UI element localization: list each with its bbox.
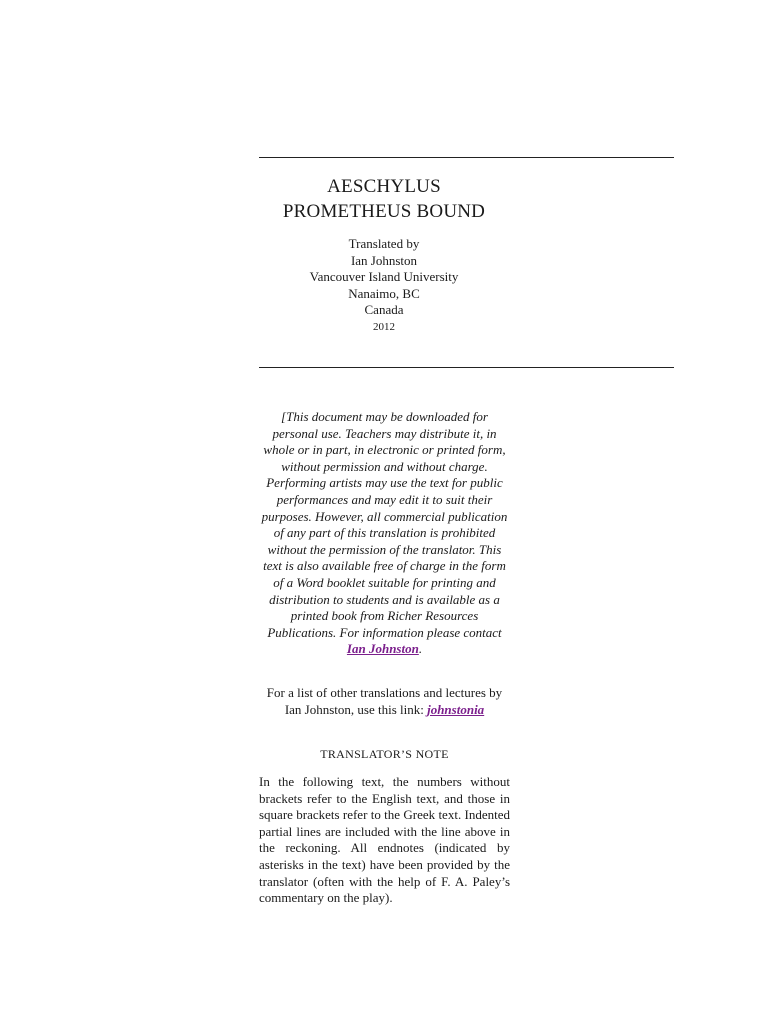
johnstonia-link[interactable]: johnstonia xyxy=(427,701,485,717)
city-name: Nanaimo, BC xyxy=(348,285,420,301)
translated-by-label: Translated by xyxy=(348,236,420,251)
translator-name: Ian Johnston xyxy=(350,252,418,268)
play-title: PROMETHEUS BOUND xyxy=(282,201,486,222)
usage-notice-text: [This document may be downloaded for personal use. Teachers may distribute it, in whole or in part, in electronic or printed form, without permission and without charge. Performing artists may use the text for public performances and may edit it to suit their purposes. However, all commercial publication of any part of this translation is prohibited without the permission of the translator. This text is also available free of charge in the form of a Word booklet suitable for printing and distribution to students and is available as a printed book from Richer Resources Publications. For information please contact xyxy=(261,409,508,640)
translations-links-paragraph xyxy=(259,685,510,718)
usage-notice-end: . xyxy=(418,641,423,657)
translations-links-text: For a list of other translations and lectures by Ian Johnston, use this link: xyxy=(266,685,503,717)
bottom-divider xyxy=(259,367,674,368)
publication-year: 2012 xyxy=(373,320,395,333)
top-divider xyxy=(259,157,674,158)
country-name: Canada xyxy=(364,302,404,318)
translators-note-heading: TRANSLATOR’S NOTE xyxy=(320,747,449,761)
credits-block xyxy=(259,236,509,336)
institution-name: Vancouver Island University xyxy=(309,269,459,285)
translators-note-body: In the following text, the numbers without brackets refer to the English text, and those in square brackets refer to the Greek text. Indented partial lines are included with the line above in the reckoning. All endnotes (indicated by asterisks in the text) have been provided by the translator (often with the help of F. A. Paley’s commentary on the play). xyxy=(259,774,510,906)
author-title: AESCHYLUS xyxy=(327,176,441,197)
usage-notice xyxy=(259,409,510,658)
contact-link[interactable]: Ian Johnston xyxy=(346,641,419,657)
